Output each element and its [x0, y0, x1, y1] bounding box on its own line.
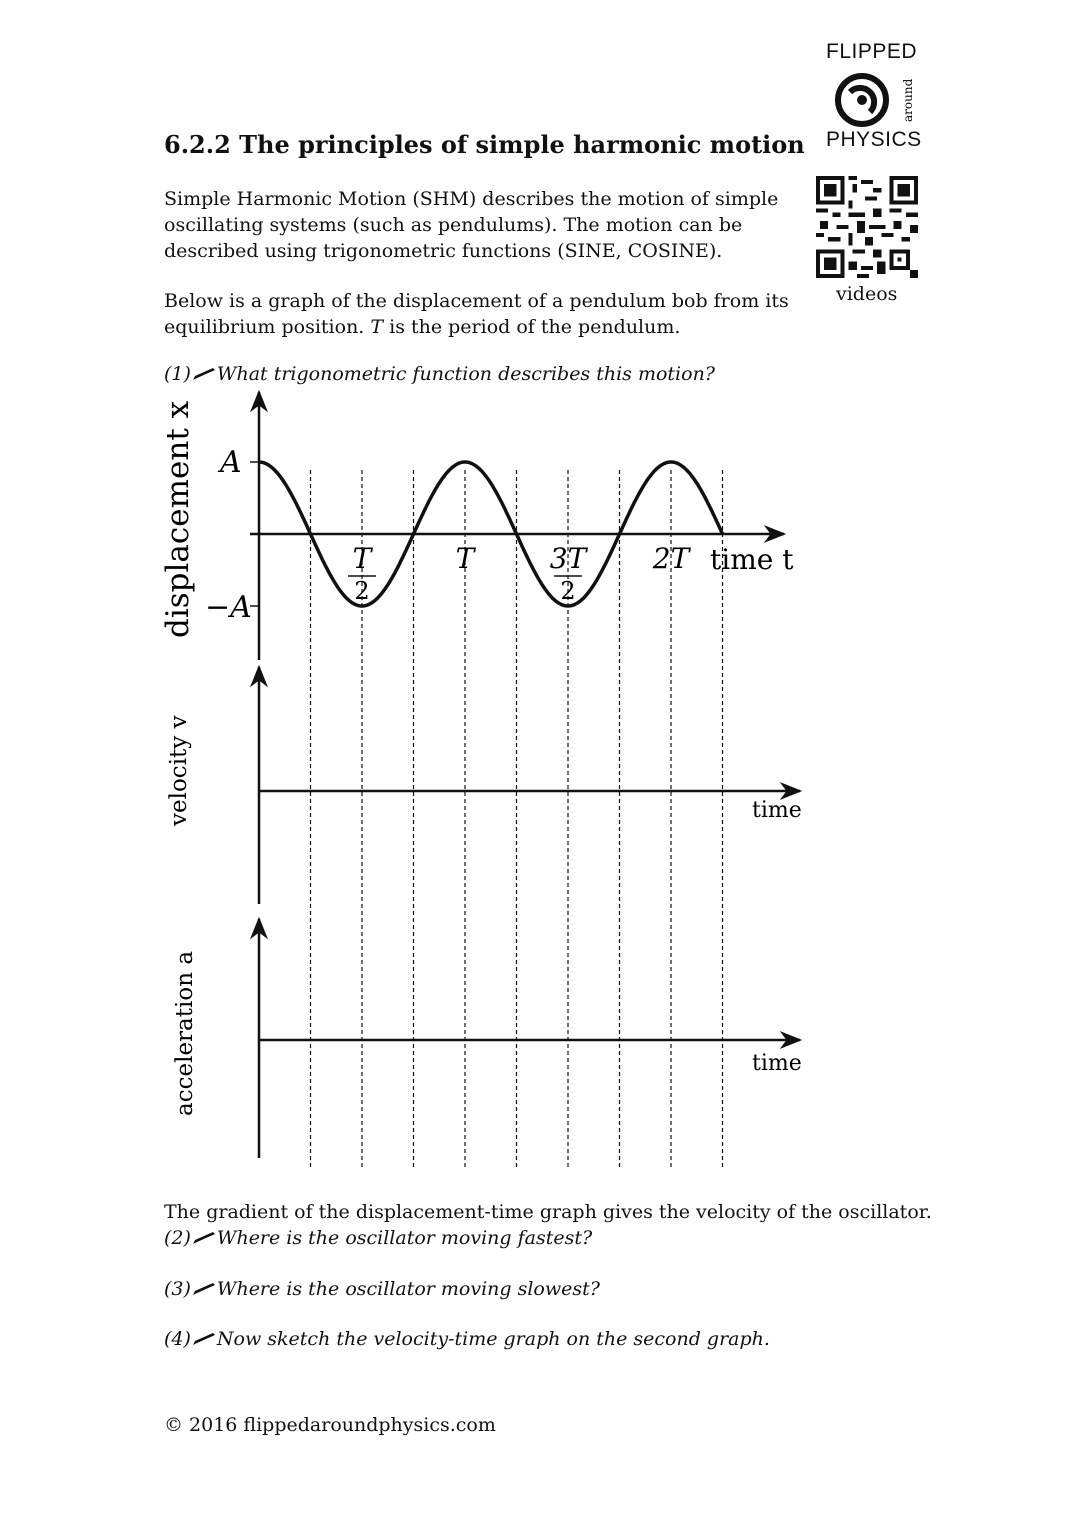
x-tick-label-denominator: 2 [560, 577, 576, 605]
logo-text-around: around [901, 78, 915, 122]
displacement-y-axis-label: displacement x [160, 400, 196, 638]
x-tick-label: T [352, 542, 372, 575]
velocity-y-axis-label: velocity v [166, 715, 192, 826]
page-title: 6.2.2 The principles of simple harmonic motion [164, 130, 805, 159]
pen-icon [191, 1282, 217, 1296]
graph-intro-line: equilibrium position. T is the period of the pendulum. [164, 316, 681, 338]
x-tick-label: 3T [549, 542, 587, 575]
x-tick-label: T [455, 542, 475, 575]
logo-text-flipped: FLIPPED [826, 40, 918, 63]
velocity-x-axis-label: time [752, 798, 802, 823]
x-tick-label: 2T [652, 542, 690, 575]
pen-icon [191, 1332, 217, 1346]
intro-line: described using trigonometric functions (SINE, COSINE). [164, 240, 723, 262]
acceleration-y-axis-label: acceleration a [172, 950, 198, 1116]
acceleration-x-axis-label: time [752, 1051, 802, 1076]
question-2: (2) Where is the oscillator moving fastest? [164, 1227, 593, 1249]
gradient-note: The gradient of the displacement-time graph gives the velocity of the oscillator. [164, 1201, 932, 1223]
logo-text-physics: PHYSICS [826, 128, 922, 151]
intro-line: Simple Harmonic Motion (SHM) describes the motion of simple [164, 188, 779, 210]
x-tick-labels [348, 542, 692, 605]
displacement-x-axis-label: time t [710, 543, 794, 576]
graph-intro-line: Below is a graph of the displacement of a pendulum bob from its [164, 290, 789, 312]
question-4: (4) Now sketch the velocity-time graph on the second graph. [164, 1328, 770, 1350]
question-1: (1) What trigonometric function describes this motion? [164, 363, 715, 385]
question-3: (3) Where is the oscillator moving slowest? [164, 1278, 600, 1300]
footer-copyright: © 2016 flippedaroundphysics.com [164, 1414, 496, 1436]
pen-icon [191, 1231, 217, 1245]
y-tick-label-minus-A: −A [205, 590, 252, 625]
qr-caption: videos [836, 283, 898, 305]
y-tick-label-A: A [220, 445, 242, 480]
x-tick-label-denominator: 2 [354, 577, 370, 605]
intro-line: oscillating systems (such as pendulums). The motion can be [164, 214, 743, 236]
